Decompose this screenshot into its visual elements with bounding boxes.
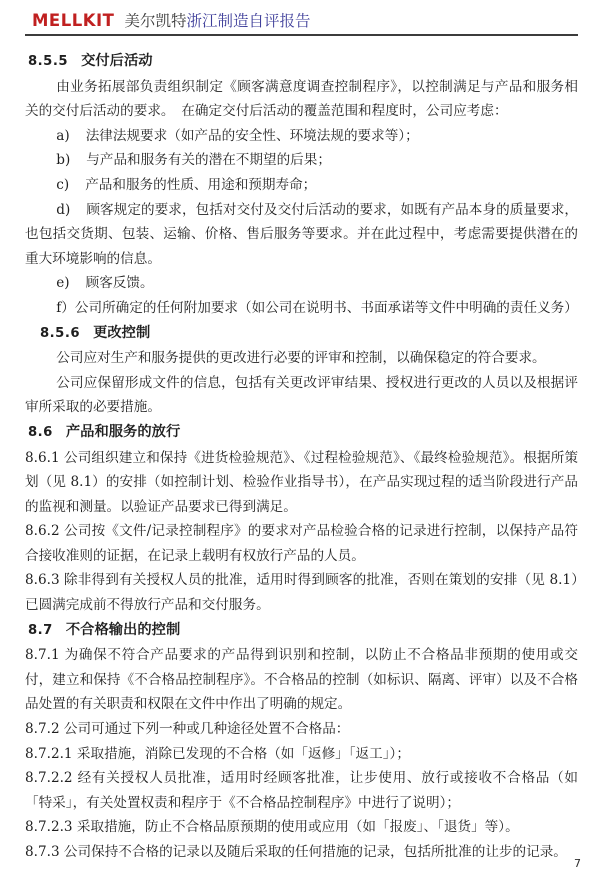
page-number: 7 — [574, 857, 581, 870]
section-number: 8.5.6 — [40, 325, 81, 341]
list-item-marker: b) — [56, 152, 71, 169]
paragraph: 8.6.3 除非得到有关授权人员的批准，适用时得到顾客的批准，否则在策划的安排（见 8.1）已圆满完成前不得放行产品和交付服务。 — [25, 572, 578, 614]
paragraph: 8.7.3 公司保持不合格的记录以及随后采取的任何措施的记录，包括所批准的让步的记录。 — [25, 844, 567, 860]
brand-name-cn: 美尔凯特 — [124, 12, 187, 30]
paragraph: 8.6.1 公司组织建立和保持《进货检验规范》、《过程检验规范》、《最终检验规范》。根据所策划（见 8.1）的安排（如控制计划、检验作业指导书），在产品实现过程的适当阶段进行产品的监视和测量。以验证产品要求已得到满足。 — [25, 449, 578, 515]
list-item — [25, 173, 578, 198]
section-number: 8.7 — [28, 622, 53, 638]
list-item-text: 顾客规定的要求，包括对交付及交付后活动的要求，如既有产品本身的质量要求，也包括交货期、包装、运输、价格、售后服务等要求。并在此过程中，考虑需要提供潜在的重大环境影响的信息。 — [25, 201, 578, 267]
paragraph: 8.7.1 为确保不符合产品要求的产品得到识别和控制，以防止不合格品非预期的使用或交付，建立和保持《不合格品控制程序》。不合格品的控制（如标识、隔离、评审）以及不合格品处置的有关职责和权限在文件中作出了明确的规定。 — [25, 647, 578, 713]
paragraph: 公司应对生产和服务提供的更改进行必要的评审和控制，以确保稳定的符合要求。 — [56, 350, 546, 367]
section-number: 8.6 — [28, 424, 53, 440]
list-item — [25, 198, 578, 272]
list-item-text: 法律法规要求（如产品的安全性、环境法规的要求等）； — [85, 127, 419, 144]
list-item-text: 顾客反馈。 — [85, 275, 154, 292]
list-item-marker: c) — [56, 176, 70, 193]
paragraph: 8.7.2.2 经有关授权人员批准，适用时经顾客批准，让步使用、放行或接收不合格品（如「特采」，有关处置权责和程序于《不合格品控制程序》中进行了说明）； — [25, 770, 578, 811]
paragraph: 8.6.2 公司按《文件/记录控制程序》的要求对产品检验合格的记录进行控制，以保持产品符合接收准则的证据，在记录上载明有权放行产品的人员。 — [25, 523, 578, 564]
section-title: 产品和服务的放行 — [65, 423, 181, 440]
brand-logo-text: MELLKIT — [32, 11, 115, 30]
list-item-text: 产品和服务的性质、用途和预期寿命； — [85, 176, 317, 193]
section-heading — [25, 618, 578, 644]
list-item-marker: e) — [56, 275, 70, 292]
section-title: 不合格输出的控制 — [65, 621, 181, 638]
paragraph: 8.7.2.1 采取措施，消除已发现的不合格（如「返修」「返工」）； — [25, 745, 410, 762]
paragraph: 由业务拓展部负责组织制定《顾客满意度调查控制程序》，以控制满足与产品和服务相关的交付后活动的要求。 在确定交付后活动的覆盖范围和程度时，公司应考虑： — [25, 78, 578, 120]
paragraph: 8.7.2.3 采取措施，防止不合格品原预期的使用或应用（如「报废」、「退货」等）。 — [25, 819, 519, 836]
list-item — [25, 148, 578, 173]
section-number: 8.5.5 — [28, 54, 69, 69]
section-title: 交付后活动 — [81, 53, 153, 69]
document-body — [25, 49, 578, 865]
paragraph: f）公司所确定的任何附加要求（如公司在说明书、书面承诺等文件中明确的责任义务） — [56, 299, 578, 316]
list-item — [25, 271, 578, 296]
section-heading — [25, 321, 578, 347]
paragraph: 8.7.2 公司可通过下列一种或几种途径处置不合格品： — [25, 721, 350, 738]
list-item-marker: a) — [56, 127, 70, 144]
header-divider — [25, 34, 578, 36]
list-item-marker: d) — [56, 201, 71, 218]
report-title: 浙江制造自评报告 — [186, 12, 311, 30]
section-heading — [25, 49, 578, 75]
page-header — [25, 9, 578, 31]
section-title: 更改控制 — [93, 324, 151, 341]
list-item — [25, 124, 578, 149]
list-item-text: 与产品和服务有关的潜在不期望的后果； — [86, 152, 331, 169]
section-heading — [25, 420, 578, 446]
paragraph: 公司应保留形成文件的信息，包括有关更改评审结果、授权进行更改的人员以及根据评审所采取的必要措施。 — [25, 374, 578, 416]
